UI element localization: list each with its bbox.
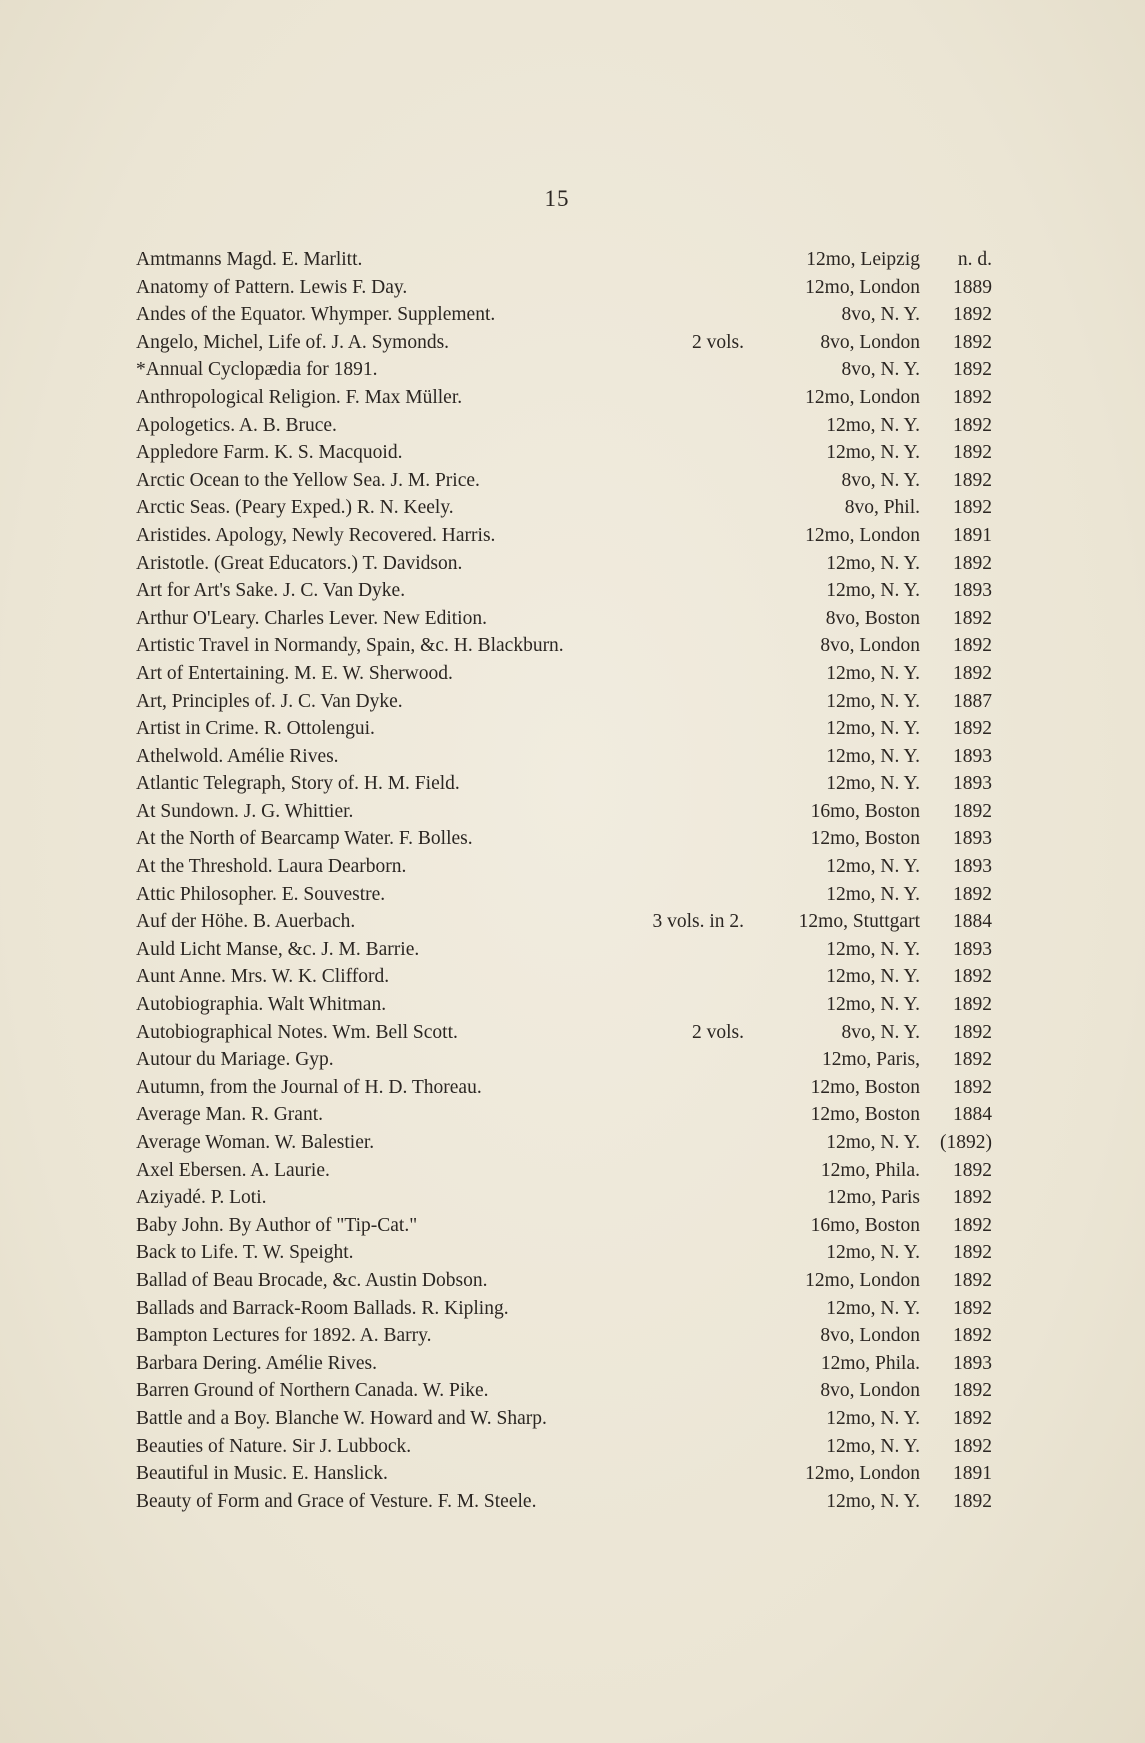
entry-format-place: 8vo, London xyxy=(820,1325,920,1347)
entry-format-place: 12mo, Phila. xyxy=(820,1159,920,1181)
entry-year: 1893 xyxy=(953,580,992,602)
catalog-entry xyxy=(136,494,992,522)
entry-format-place: 12mo, N. Y. xyxy=(826,1297,920,1319)
entry-title: Battle and a Boy. Blanche W. Howard and W. Sharp. xyxy=(136,1407,547,1429)
entry-format-place: 12mo, N. Y. xyxy=(826,856,920,878)
entry-year: 1892 xyxy=(953,662,992,684)
catalog-entry xyxy=(136,853,992,881)
catalog-entry xyxy=(136,688,992,716)
entry-format-place: 12mo, N. Y. xyxy=(826,883,920,905)
catalog-entry xyxy=(136,577,992,605)
entry-title: Auf der Höhe. B. Auerbach. xyxy=(136,911,356,933)
entry-volumes: 2 vols. xyxy=(691,1021,744,1043)
entry-format-place: 8vo, London xyxy=(820,331,920,353)
entry-format-place: 12mo, N. Y. xyxy=(826,1490,920,1512)
entry-year: 1892 xyxy=(953,1325,992,1347)
entry-year: 1892 xyxy=(953,1435,992,1457)
catalog-entry xyxy=(136,246,992,274)
catalog-entry xyxy=(136,1433,992,1461)
entry-title: At Sundown. J. G. Whittier. xyxy=(136,800,354,822)
entry-year: 1892 xyxy=(953,883,992,905)
entry-year: 1892 xyxy=(953,1214,992,1236)
entry-format-place: 12mo, London xyxy=(805,386,920,408)
entry-title: Art for Art's Sake. J. C. Van Dyke. xyxy=(136,580,406,602)
entry-year: (1892) xyxy=(940,1132,992,1153)
catalog-entry xyxy=(136,550,992,578)
catalog-entry xyxy=(136,632,992,660)
entry-format-place: 16mo, Boston xyxy=(810,1214,920,1236)
entry-year: 1892 xyxy=(953,1021,992,1043)
entry-year: 1893 xyxy=(953,856,992,878)
entry-year: 1892 xyxy=(953,1076,992,1098)
entry-year: 1892 xyxy=(953,304,992,326)
catalog-entry xyxy=(136,1157,992,1185)
entry-format-place: 12mo, London xyxy=(805,1463,920,1485)
catalog-entry xyxy=(136,825,992,853)
entry-title: *Annual Cyclopædia for 1891. xyxy=(136,359,378,381)
catalog-entry xyxy=(136,605,992,633)
entry-format-place: 12mo, Stuttgart xyxy=(798,911,920,933)
catalog-entry xyxy=(136,1019,992,1047)
entry-year: 1889 xyxy=(953,276,992,298)
entry-format-place: 12mo, N. Y. xyxy=(826,580,920,602)
entry-title: Arctic Ocean to the Yellow Sea. J. M. Price. xyxy=(136,469,480,491)
entry-format-place: 12mo, N. Y. xyxy=(826,1407,920,1429)
catalog-entry xyxy=(136,1101,992,1129)
entry-title: Autour du Mariage. Gyp. xyxy=(136,1049,334,1071)
catalog-entry xyxy=(136,1267,992,1295)
entry-year: 1892 xyxy=(953,497,992,519)
entry-format-place: 12mo, N. Y. xyxy=(826,966,920,988)
catalog-entry xyxy=(136,1212,992,1240)
entry-year: 1892 xyxy=(953,414,992,436)
entry-year: 1891 xyxy=(953,1463,992,1485)
entry-format-place: 8vo, N. Y. xyxy=(841,304,920,326)
entry-format-place: 16mo, Boston xyxy=(810,800,920,822)
entry-format-place: 12mo, N. Y. xyxy=(826,662,920,684)
entry-title: Atlantic Telegraph, Story of. H. M. Field. xyxy=(136,773,460,795)
entry-format-place: 12mo, Boston xyxy=(810,1076,920,1098)
catalog-entry xyxy=(136,936,992,964)
entry-volumes: 3 vols. in 2. xyxy=(652,911,744,933)
catalog-entry xyxy=(136,1322,992,1350)
entry-format-place: 12mo, N. Y. xyxy=(826,1435,920,1457)
entry-title: Ballad of Beau Brocade, &c. Austin Dobson. xyxy=(136,1269,488,1291)
entry-format-place: 8vo, N. Y. xyxy=(841,1021,920,1043)
entry-title: Beauties of Nature. Sir J. Lubbock. xyxy=(136,1435,412,1457)
catalog-entry xyxy=(136,329,992,357)
entry-title: Auld Licht Manse, &c. J. M. Barrie. xyxy=(136,938,420,960)
entry-year: 1892 xyxy=(953,1269,992,1291)
entry-year: 1892 xyxy=(953,800,992,822)
entry-title: Attic Philosopher. E. Souvestre. xyxy=(136,883,386,905)
entry-format-place: 12mo, Phila. xyxy=(820,1352,920,1374)
entry-format-place: 12mo, N. Y. xyxy=(826,1132,920,1153)
entry-year: 1884 xyxy=(953,1104,992,1126)
catalog-entry xyxy=(136,963,992,991)
entry-year: 1892 xyxy=(953,552,992,574)
entry-year: 1893 xyxy=(953,1352,992,1374)
entry-format-place: 12mo, London xyxy=(805,276,920,298)
entry-year: 1893 xyxy=(953,773,992,795)
entry-volumes: 2 vols. xyxy=(691,331,744,353)
entry-year: n. d. xyxy=(957,249,992,270)
catalog-entry xyxy=(136,1046,992,1074)
entry-year: 1892 xyxy=(953,359,992,381)
entry-title: Average Woman. W. Balestier. xyxy=(136,1132,375,1153)
entry-format-place: 12mo, Boston xyxy=(810,828,920,850)
entry-year: 1892 xyxy=(953,607,992,629)
entry-format-place: 12mo, N. Y. xyxy=(826,718,920,740)
entry-title: Athelwold. Amélie Rives. xyxy=(136,745,339,767)
entry-year: 1892 xyxy=(953,1187,992,1209)
catalog-entry xyxy=(136,1239,992,1267)
entry-year: 1892 xyxy=(953,718,992,740)
entry-format-place: 8vo, N. Y. xyxy=(841,359,920,381)
entry-year: 1892 xyxy=(953,1407,992,1429)
entry-title: At the North of Bearcamp Water. F. Bolles. xyxy=(136,828,473,850)
entry-format-place: 8vo, London xyxy=(820,635,920,657)
entry-title: Angelo, Michel, Life of. J. A. Symonds. xyxy=(136,331,450,353)
entry-year: 1891 xyxy=(953,524,992,546)
entry-format-place: 12mo, N. Y. xyxy=(826,414,920,436)
entry-year: 1892 xyxy=(953,1049,992,1071)
entry-year: 1892 xyxy=(953,1380,992,1402)
catalog-entry xyxy=(136,439,992,467)
entry-title: Autobiographia. Walt Whitman. xyxy=(136,994,387,1016)
entry-year: 1892 xyxy=(953,635,992,657)
catalog-entry xyxy=(136,798,992,826)
entry-format-place: 8vo, Phil. xyxy=(844,497,920,519)
entry-title: Baby John. By Author of "Tip-Cat." xyxy=(136,1214,418,1236)
entry-title: Art, Principles of. J. C. Van Dyke. xyxy=(136,690,403,712)
catalog-entry xyxy=(136,412,992,440)
entry-title: Aristides. Apology, Newly Recovered. Harris. xyxy=(136,524,496,546)
entry-title: Bampton Lectures for 1892. A. Barry. xyxy=(136,1325,432,1347)
entry-title: Autobiographical Notes. Wm. Bell Scott. xyxy=(136,1021,458,1043)
catalog-entry xyxy=(136,743,992,771)
entry-year: 1892 xyxy=(953,331,992,353)
catalog-entry xyxy=(136,301,992,329)
catalog-entry xyxy=(136,1129,992,1157)
entry-year: 1893 xyxy=(953,938,992,960)
entry-title: Artist in Crime. R. Ottolengui. xyxy=(136,718,375,740)
entry-year: 1892 xyxy=(953,1242,992,1264)
entry-format-place: 12mo, N. Y. xyxy=(826,690,920,712)
entry-format-place: 12mo, N. Y. xyxy=(826,442,920,464)
entry-format-place: 12mo, Leipzig xyxy=(806,249,920,270)
entry-title: Arctic Seas. (Peary Exped.) R. N. Keely. xyxy=(136,497,454,519)
entry-title: Artistic Travel in Normandy, Spain, &c. H. Blackburn. xyxy=(136,635,564,657)
entry-format-place: 12mo, N. Y. xyxy=(826,745,920,767)
entry-title: Aristotle. (Great Educators.) T. Davidson. xyxy=(136,552,463,574)
entry-title: Amtmanns Magd. E. Marlitt. xyxy=(136,249,363,270)
entry-year: 1892 xyxy=(953,1159,992,1181)
page-number: 15 xyxy=(544,186,570,211)
catalog-entry xyxy=(136,1295,992,1323)
catalog-entry xyxy=(136,356,992,384)
catalog-entry xyxy=(136,991,992,1019)
catalog-entry xyxy=(136,1074,992,1102)
entry-year: 1884 xyxy=(953,911,992,933)
catalog-entry xyxy=(136,770,992,798)
entry-year: 1892 xyxy=(953,966,992,988)
entry-title: Art of Entertaining. M. E. W. Sherwood. xyxy=(136,662,453,684)
entry-format-place: 12mo, N. Y. xyxy=(826,938,920,960)
entry-year: 1892 xyxy=(953,994,992,1016)
entry-format-place: 8vo, Boston xyxy=(825,607,920,629)
entry-title: At the Threshold. Laura Dearborn. xyxy=(136,856,407,878)
entry-year: 1887 xyxy=(953,690,992,712)
entry-title: Aziyadé. P. Loti. xyxy=(136,1187,267,1209)
entry-title: Beauty of Form and Grace of Vesture. F. M. Steele. xyxy=(136,1490,537,1512)
entry-title: Average Man. R. Grant. xyxy=(136,1104,323,1126)
catalog-entry xyxy=(136,1460,992,1488)
entry-format-place: 12mo, N. Y. xyxy=(826,1242,920,1264)
entry-year: 1893 xyxy=(953,745,992,767)
catalog-entry xyxy=(136,384,992,412)
entry-format-place: 12mo, London xyxy=(805,524,920,546)
catalog-entry xyxy=(136,908,992,936)
entry-title: Beautiful in Music. E. Hanslick. xyxy=(136,1463,388,1485)
entry-title: Andes of the Equator. Whymper. Supplement. xyxy=(136,304,496,326)
entry-format-place: 8vo, N. Y. xyxy=(841,469,920,491)
entry-title: Barbara Dering. Amélie Rives. xyxy=(136,1352,377,1374)
entry-year: 1892 xyxy=(953,386,992,408)
entry-title: Barren Ground of Northern Canada. W. Pike. xyxy=(136,1380,489,1402)
entry-title: Arthur O'Leary. Charles Lever. New Edition. xyxy=(136,607,487,629)
catalog-entry xyxy=(136,522,992,550)
entry-title: Anatomy of Pattern. Lewis F. Day. xyxy=(136,276,408,298)
catalog-entry xyxy=(136,660,992,688)
entry-format-place: 12mo, N. Y. xyxy=(826,552,920,574)
entry-year: 1892 xyxy=(953,442,992,464)
entry-format-place: 8vo, London xyxy=(820,1380,920,1402)
entry-title: Autumn, from the Journal of H. D. Thoreau. xyxy=(136,1076,482,1098)
entry-format-place: 12mo, N. Y. xyxy=(826,773,920,795)
entry-year: 1893 xyxy=(953,828,992,850)
catalog-entry xyxy=(136,881,992,909)
entry-format-place: 12mo, N. Y. xyxy=(826,994,920,1016)
catalog-entry xyxy=(136,1184,992,1212)
entry-year: 1892 xyxy=(953,1297,992,1319)
entry-year: 1892 xyxy=(953,469,992,491)
entry-title: Anthropological Religion. F. Max Müller. xyxy=(136,386,463,408)
catalog-entry xyxy=(136,1377,992,1405)
catalog-entry xyxy=(136,1488,992,1516)
entry-format-place: 12mo, London xyxy=(805,1269,920,1291)
catalog-list xyxy=(136,246,992,1515)
entry-year: 1892 xyxy=(953,1490,992,1512)
catalog-entry xyxy=(136,1350,992,1378)
catalog-entry xyxy=(136,1405,992,1433)
entry-title: Ballads and Barrack-Room Ballads. R. Kipling. xyxy=(136,1297,509,1319)
entry-title: Back to Life. T. W. Speight. xyxy=(136,1242,354,1264)
entry-title: Aunt Anne. Mrs. W. K. Clifford. xyxy=(136,966,390,988)
entry-format-place: 12mo, Boston xyxy=(810,1104,920,1126)
entry-title: Appledore Farm. K. S. Macquoid. xyxy=(136,442,403,464)
entry-format-place: 12mo, Paris, xyxy=(821,1049,920,1071)
entry-title: Apologetics. A. B. Bruce. xyxy=(136,414,337,436)
entry-title: Axel Ebersen. A. Laurie. xyxy=(136,1159,330,1181)
catalog-entry xyxy=(136,715,992,743)
catalog-entry xyxy=(136,274,992,302)
catalog-entry xyxy=(136,467,992,495)
entry-format-place: 12mo, Paris xyxy=(826,1187,920,1209)
